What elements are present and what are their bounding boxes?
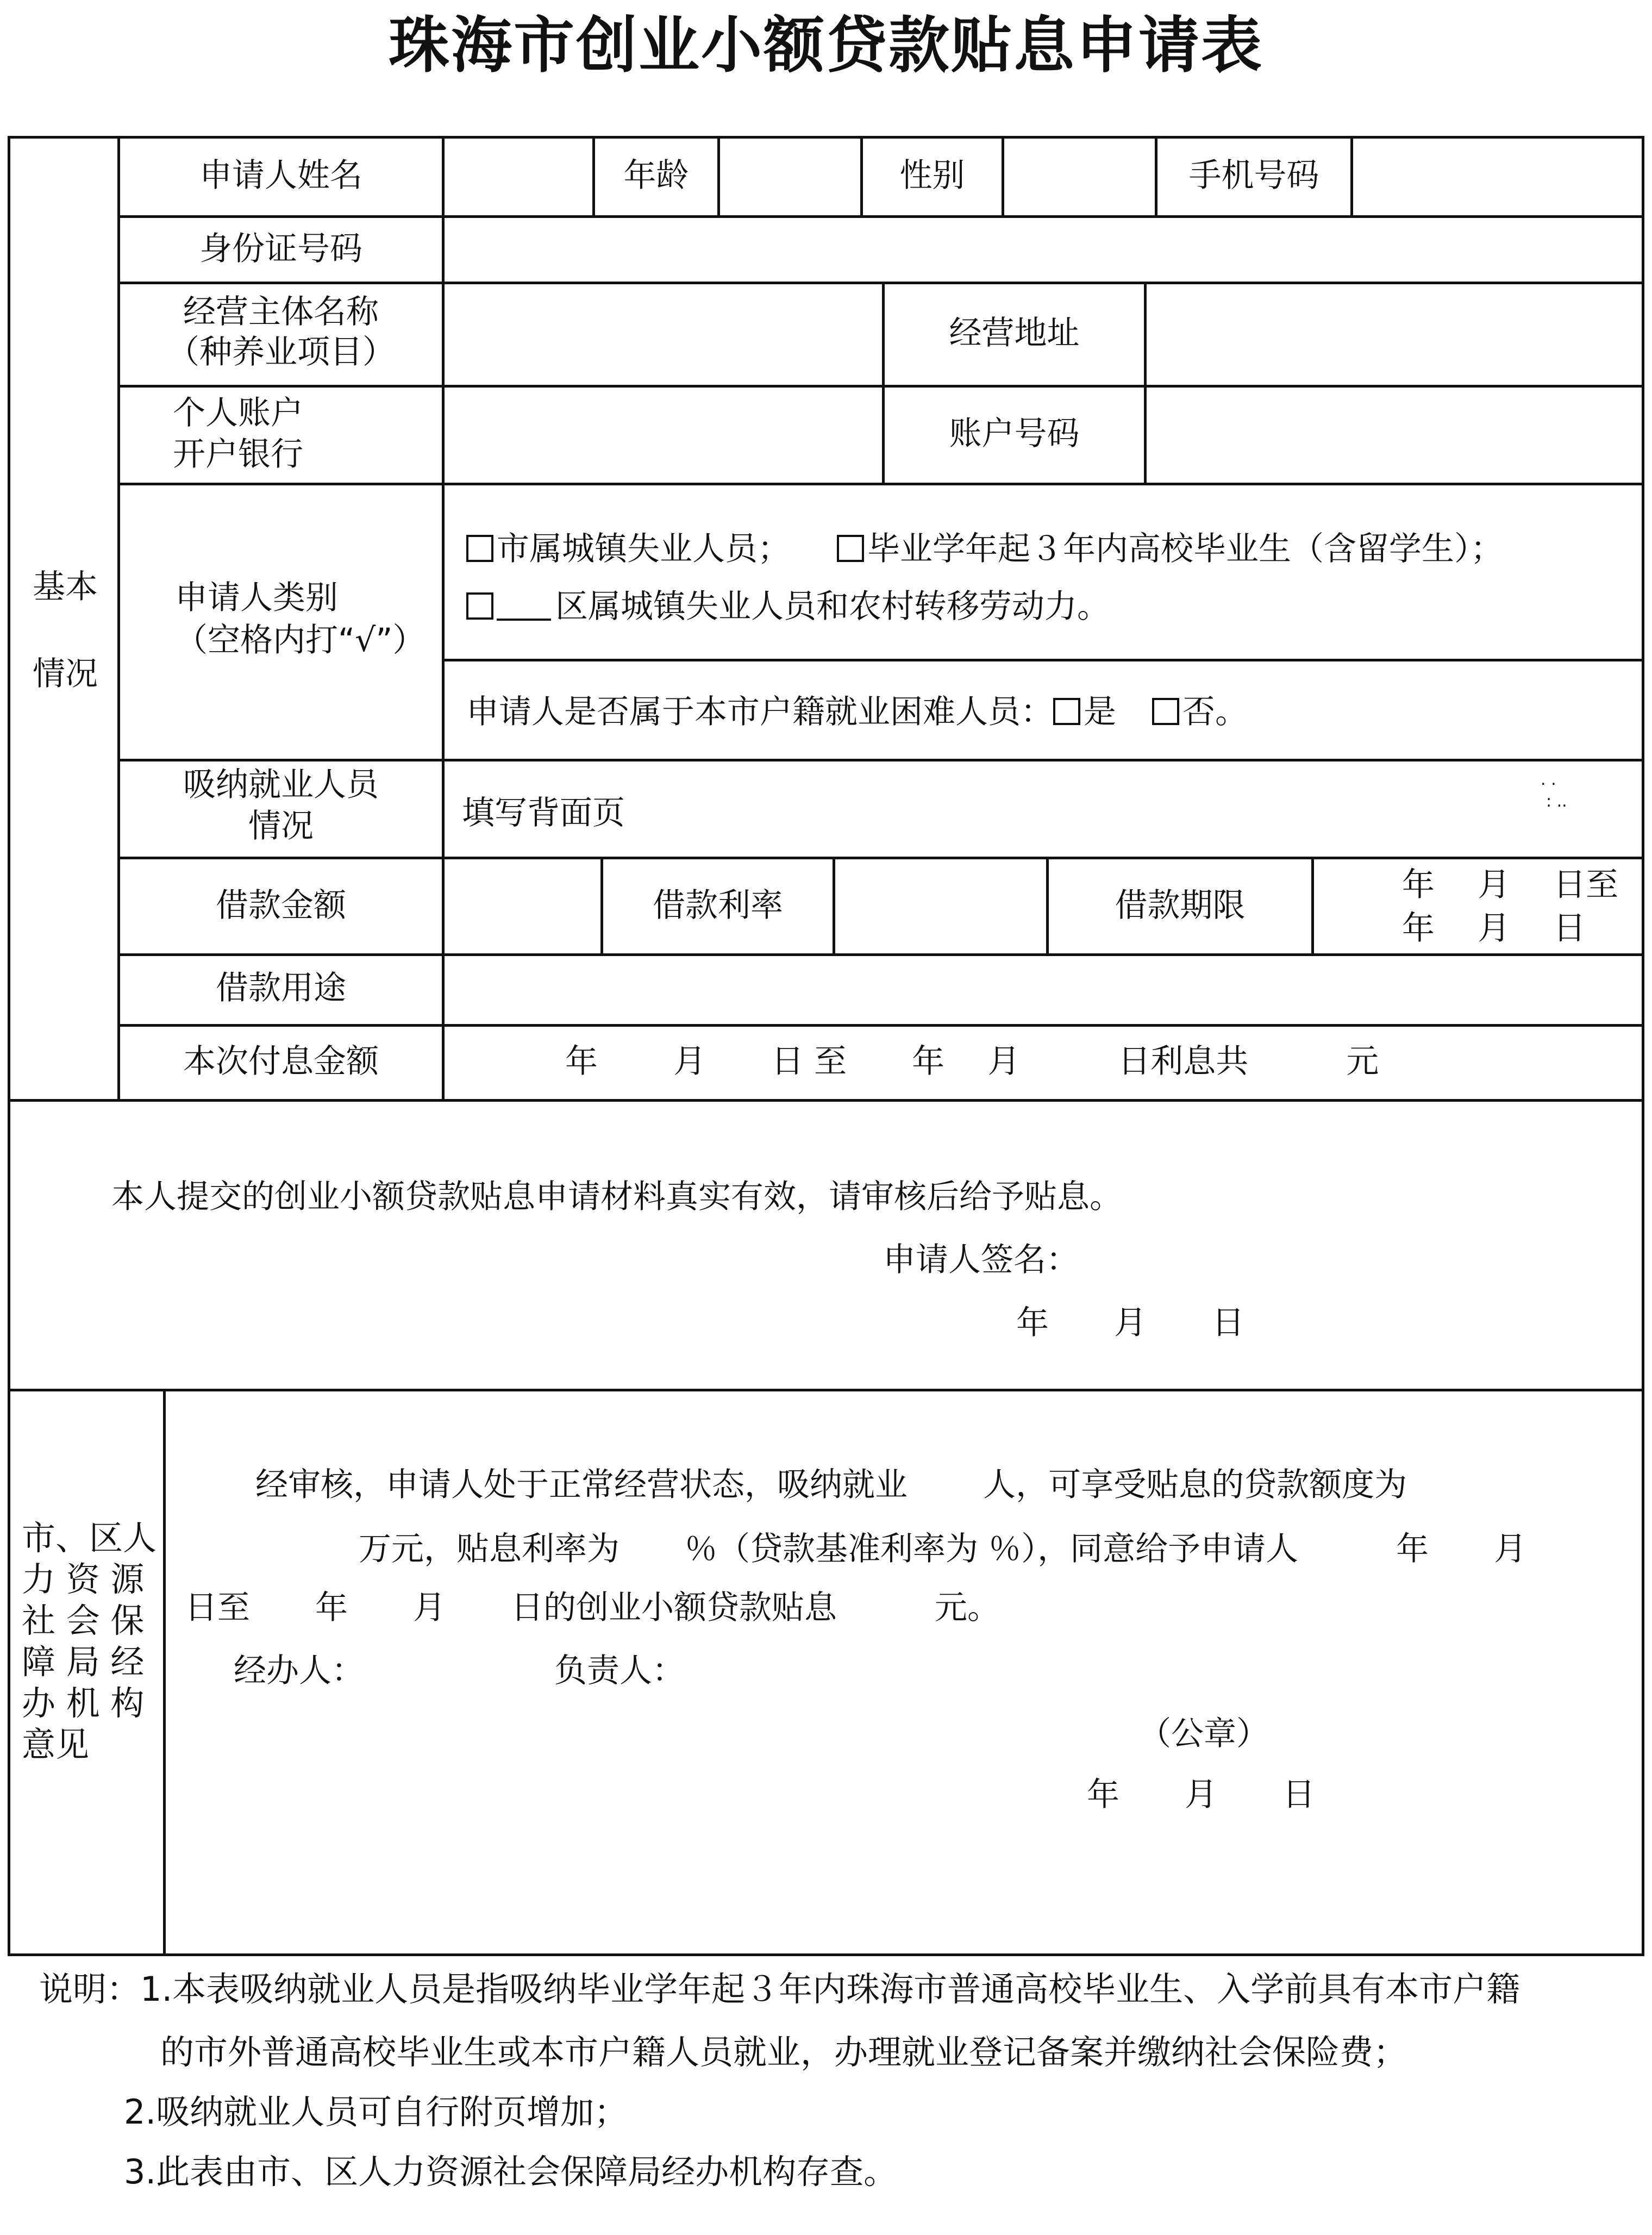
bank-sublabel: 开户银行 xyxy=(173,435,303,473)
loan-purpose-field[interactable] xyxy=(445,956,1642,1024)
age-field[interactable] xyxy=(720,139,860,215)
applicant-signature-field[interactable] xyxy=(1092,1234,1473,1283)
applicant-signature-label: 申请人签名： xyxy=(883,1241,1079,1279)
employment-sublabel: 情况 xyxy=(248,807,314,845)
gender-field[interactable] xyxy=(1004,139,1155,215)
review-text-line2: 万元，贴息利率为 ％（贷款基准利率为 ％），同意给予申请人 年 月 xyxy=(359,1530,1527,1568)
district-blank[interactable] xyxy=(497,619,551,621)
interest-amount-value[interactable]: 年 月 日 至 年 月 日利息共 元 xyxy=(565,1042,1379,1081)
loan-purpose-label: 借款用途 xyxy=(216,969,346,1007)
difficulty-question-text: 申请人是否属于本市户籍就业困难人员： xyxy=(466,693,1053,731)
category-sublabel: （空格内打“√”） xyxy=(175,621,425,659)
account-number-label: 账户号码 xyxy=(949,415,1080,453)
phone-field[interactable] xyxy=(1353,139,1642,215)
loan-amount-field[interactable] xyxy=(445,859,600,953)
category-option-graduate[interactable] xyxy=(837,528,1503,570)
employment-value: 填写背面页 xyxy=(462,794,625,832)
interest-amount-label: 本次付息金额 xyxy=(183,1042,379,1081)
category-label: 申请人类别 xyxy=(175,579,338,617)
review-text-line3: 日至 年 月 日的创业小额贷款贴息 元。 xyxy=(185,1589,1000,1627)
employment-label: 吸纳就业人员 xyxy=(183,766,379,804)
review-date[interactable]: 年 月 日 xyxy=(1087,1776,1315,1814)
difficulty-no-text: 否。 xyxy=(1182,693,1248,731)
business-address-field[interactable] xyxy=(1147,284,1642,385)
checkbox-icon[interactable] xyxy=(1152,698,1179,725)
business-entity-sublabel: （种养业项目） xyxy=(167,333,395,371)
section-basic-label: 基本 情况 xyxy=(33,568,98,693)
gender-label: 性别 xyxy=(899,157,965,195)
note-1-continued: 的市外普通高校毕业生或本市户籍人员就业，办理就业登记备案并缴纳社会保险费； xyxy=(160,2032,1407,2072)
age-label: 年龄 xyxy=(623,157,689,195)
category-option-city[interactable] xyxy=(466,528,790,570)
phone-label: 手机号码 xyxy=(1188,157,1319,195)
checkbox-icon[interactable] xyxy=(1053,698,1080,725)
loan-amount-label: 借款金额 xyxy=(216,886,346,925)
checkbox-icon[interactable] xyxy=(466,535,493,562)
id-number-label: 身份证号码 xyxy=(199,230,362,268)
note-2: 2.吸纳就业人员可自行附页增加； xyxy=(124,2092,628,2132)
declaration-date[interactable]: 年 月 日 xyxy=(1016,1304,1244,1342)
business-address-label: 经营地址 xyxy=(949,314,1080,352)
category-option-district[interactable] xyxy=(466,586,1110,627)
bank-field[interactable] xyxy=(445,388,882,483)
bank-label: 个人账户 xyxy=(173,394,303,432)
declaration-statement: 本人提交的创业小额贷款贴息申请材料真实有效，请审核后给予贴息。 xyxy=(111,1178,1122,1216)
official-seal-label: （公章） xyxy=(1138,1715,1269,1753)
applicant-name-label: 申请人姓名 xyxy=(199,157,362,195)
loan-term-label: 借款期限 xyxy=(1115,886,1246,925)
review-section-label: 市、区人 力 资 源 社 会 保 障 局 经 办 机 构 意见 xyxy=(22,1518,157,1764)
handler-label: 经办人： xyxy=(234,1652,364,1690)
business-entity-label: 经营主体名称 xyxy=(183,293,379,331)
business-entity-field[interactable] xyxy=(445,284,882,385)
note-1: 说明：1.本表吸纳就业人员是指吸纳毕业学年起３年内珠海市普通高校毕业生、入学前具有本市户籍 xyxy=(39,1969,1520,2009)
checkbox-icon[interactable] xyxy=(837,535,864,562)
note-3: 3.此表由市、区人力资源社会保障局经办机构存查。 xyxy=(124,2152,898,2192)
loan-rate-field[interactable] xyxy=(835,859,1046,953)
form-title: 珠海市创业小额贷款贴息申请表 xyxy=(389,10,1263,81)
applicant-name-field[interactable] xyxy=(445,139,592,215)
loan-term-start[interactable]: 年 月 日至 xyxy=(1402,866,1619,904)
difficulty-yes-text: 是 xyxy=(1084,693,1116,731)
category-option-city-text: 市属城镇失业人员； xyxy=(497,530,790,568)
account-number-field[interactable] xyxy=(1147,388,1642,483)
loan-term-end[interactable]: 年 月 日 xyxy=(1402,909,1586,947)
loan-rate-label: 借款利率 xyxy=(653,886,783,925)
category-option-district-text: 区属城镇失业人员和农村转移劳动力。 xyxy=(555,588,1110,626)
supervisor-label: 负责人： xyxy=(554,1652,685,1690)
id-number-field[interactable] xyxy=(445,218,1642,282)
difficulty-question xyxy=(466,691,1248,733)
review-text-line1: 经审核，申请人处于正常经营状态，吸纳就业 人，可享受贴息的贷款额度为 xyxy=(255,1466,1407,1504)
category-option-graduate-text: 毕业学年起３年内高校毕业生（含留学生）； xyxy=(867,530,1503,568)
checkbox-icon[interactable] xyxy=(466,592,493,620)
